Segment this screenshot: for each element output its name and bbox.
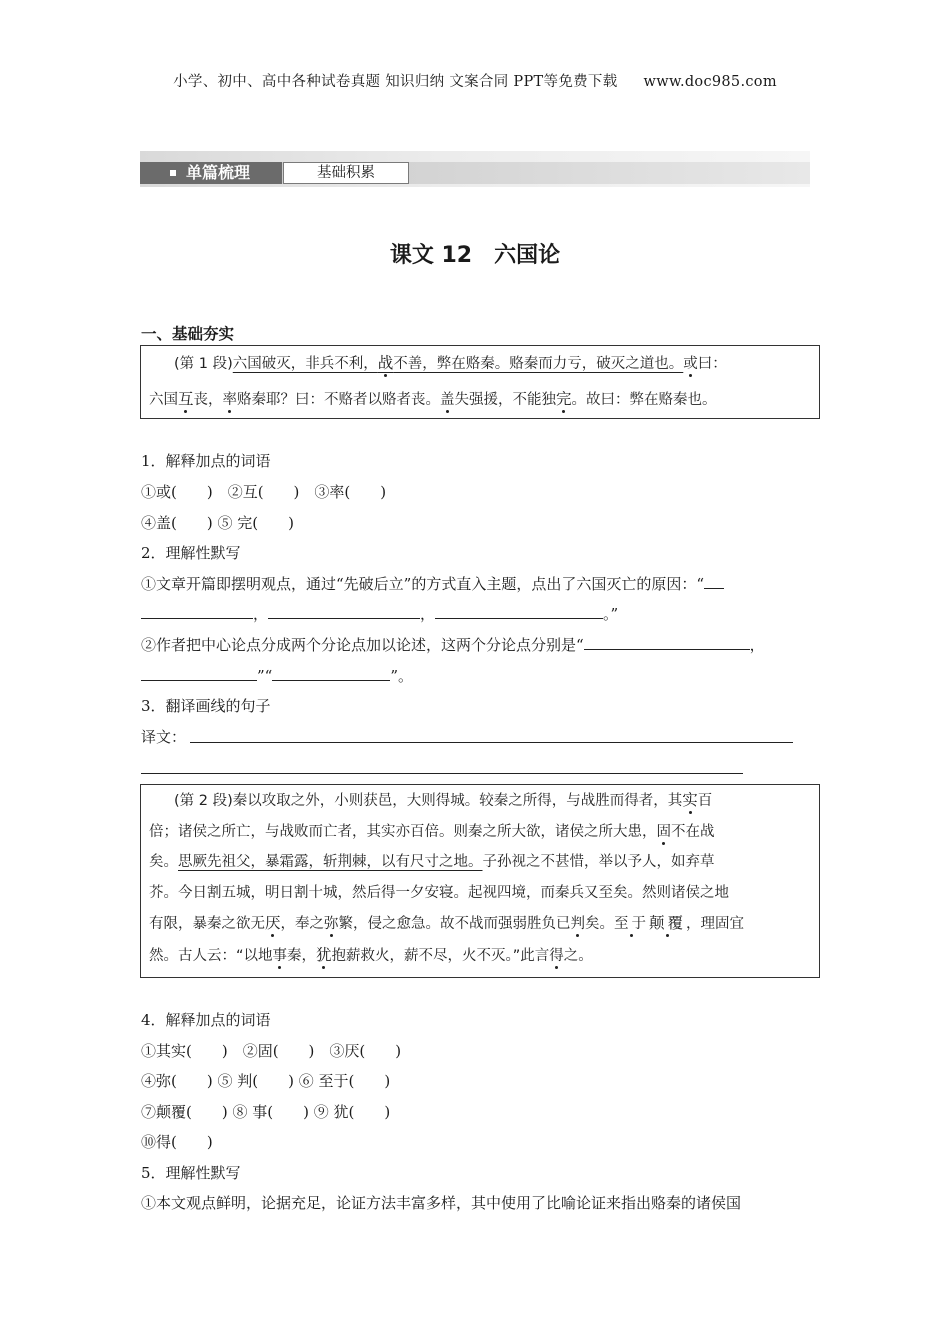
q5-item1: ①本文观点鲜明，论据充足，论证方法丰富多样，其中使用了比喻论证来指出赂秦的诸侯国: [141, 1194, 742, 1212]
dotted-word: 颠覆: [649, 914, 687, 932]
header-url[interactable]: www.doc985.com: [643, 74, 777, 90]
q4-line1: ①其实( ) ②固( ) ③厌( ): [141, 1042, 402, 1060]
answer-blank[interactable]: [141, 604, 253, 619]
passage2-line5: 有限，暴秦之欲无厌，奉之弥繁，侵之愈急。故不战而强弱胜负已判矣。至于颠覆，理固宜: [149, 914, 745, 932]
answer-blank[interactable]: [141, 666, 257, 681]
q5-title: 5．理解性默写: [141, 1164, 241, 1182]
q2-item2-blanks: ”“ ”。: [141, 665, 413, 686]
passage2-line6: 然。古人云：“以地事秦，犹抱薪救火，薪不尽，火不灭。”此言得之。: [149, 945, 593, 964]
answer-blank[interactable]: [704, 574, 724, 589]
banner-light-label: 基础积累: [283, 162, 409, 184]
banner-dark-text: 单篇梳理: [186, 163, 251, 182]
dotted-word: 互: [178, 390, 194, 408]
dotted-word: 得: [549, 947, 564, 964]
header-text: 小学、初中、高中各种试卷真题 知识归纳 文案合同 PPT等免费下载: [173, 74, 618, 90]
passage1-line2: 六国互丧，率赂秦耶？曰：不赂者以赂者丧。盖失强援，不能独完。故曰：弊在赂秦也。: [149, 390, 717, 408]
q3-answer-label: 译文：: [141, 728, 187, 746]
dotted-word: 盖: [440, 392, 455, 408]
q2-item2: ②作者把中心论点分成两个分论点加以论述，这两个分论点分别是“ ，: [141, 636, 765, 654]
answer-line[interactable]: [190, 742, 793, 743]
passage2-line1: (第 2 段)秦以攻取之外，小则获邑，大则得城。较秦之所得，与战胜而得者，其实百: [174, 791, 713, 809]
passage2-line3: 矣。思厥先祖父，暴霜露，斩荆棘，以有尺寸之地。子孙视之不甚惜，举以予人，如弃草: [149, 854, 715, 870]
dotted-word: 固: [656, 823, 671, 840]
lesson-number: 课文 12: [389, 243, 473, 268]
q4-line3: ⑦颠覆( ) ⑧ 事( ) ⑨ 犹( ): [141, 1103, 391, 1121]
answer-blank[interactable]: [584, 635, 750, 650]
q1-title: 1．解释加点的词语: [141, 452, 271, 470]
passage-box-1: [140, 345, 820, 419]
q1-line1: ①或( ) ②互( ) ③率( ): [141, 483, 387, 501]
dotted-word: 厌: [265, 914, 281, 932]
square-bullet-icon: [170, 170, 176, 176]
q4-line2: ④弥( ) ⑤ 判( ) ⑥ 至于( ): [141, 1072, 391, 1090]
lesson-name: 六国论: [494, 243, 561, 268]
page-header: [0, 70, 950, 91]
q1-line2: ④盖( ) ⑤ 完( ): [141, 514, 294, 532]
dotted-word: 犹: [316, 945, 332, 964]
q2-item1-blanks: ， ， 。”: [141, 603, 618, 624]
q2-item1: ①文章开篇即摆明观点，通过“先破后立”的方式直入主题，点出了六国灭亡的原因：“: [141, 573, 724, 594]
passage1-line1: (第 1 段)六国破灭，非兵不利，战不善，弊在赂秦。赂秦而力亏，破灭之道也。或曰：: [174, 354, 727, 372]
q3-title: 3．翻译画线的句子: [141, 697, 271, 715]
q2-title: 2．理解性默写: [141, 544, 241, 562]
dotted-word: 弥: [324, 916, 339, 932]
page-title: [0, 238, 950, 269]
answer-blank[interactable]: [272, 666, 390, 681]
underlined-sentence: 思厥先祖父，暴霜露，斩荆棘，以有尺寸之地。: [178, 854, 483, 870]
underlined-sentence: 六国破灭，非兵不利，战不善，弊在赂秦。赂秦而力亏，破灭之道也。: [232, 354, 684, 372]
dotted-word: 至于: [614, 916, 650, 932]
dotted-word: 实: [682, 791, 698, 809]
passage-box-2: [140, 784, 820, 978]
answer-blank[interactable]: [268, 604, 420, 619]
passage2-line2: 倍；诸侯之所亡，与战败而亡者，其实亦百倍。则秦之所大欲，诸侯之所大患，固不在战: [149, 823, 715, 840]
dotted-word: 完: [556, 390, 572, 408]
q4-line4: ⑩得( ): [141, 1133, 213, 1151]
dotted-word: 或: [683, 356, 698, 372]
section-heading: 一、基础夯实: [141, 325, 235, 343]
passage2-line4: 芥。今日割五城，明日割十城，然后得一夕安寝。起视四境，而秦兵又至矣。然则诸侯之地: [149, 884, 729, 901]
answer-line[interactable]: [141, 773, 743, 774]
answer-blank[interactable]: [435, 604, 603, 619]
banner-dark-label: [140, 162, 282, 184]
dotted-word: 事: [272, 947, 288, 964]
dotted-word: 率: [222, 392, 238, 408]
para-marker: (第 1 段): [174, 356, 233, 372]
dotted-word: 战: [377, 354, 394, 372]
dotted-word: 判: [570, 916, 586, 932]
q4-title: 4．解释加点的词语: [141, 1011, 271, 1029]
